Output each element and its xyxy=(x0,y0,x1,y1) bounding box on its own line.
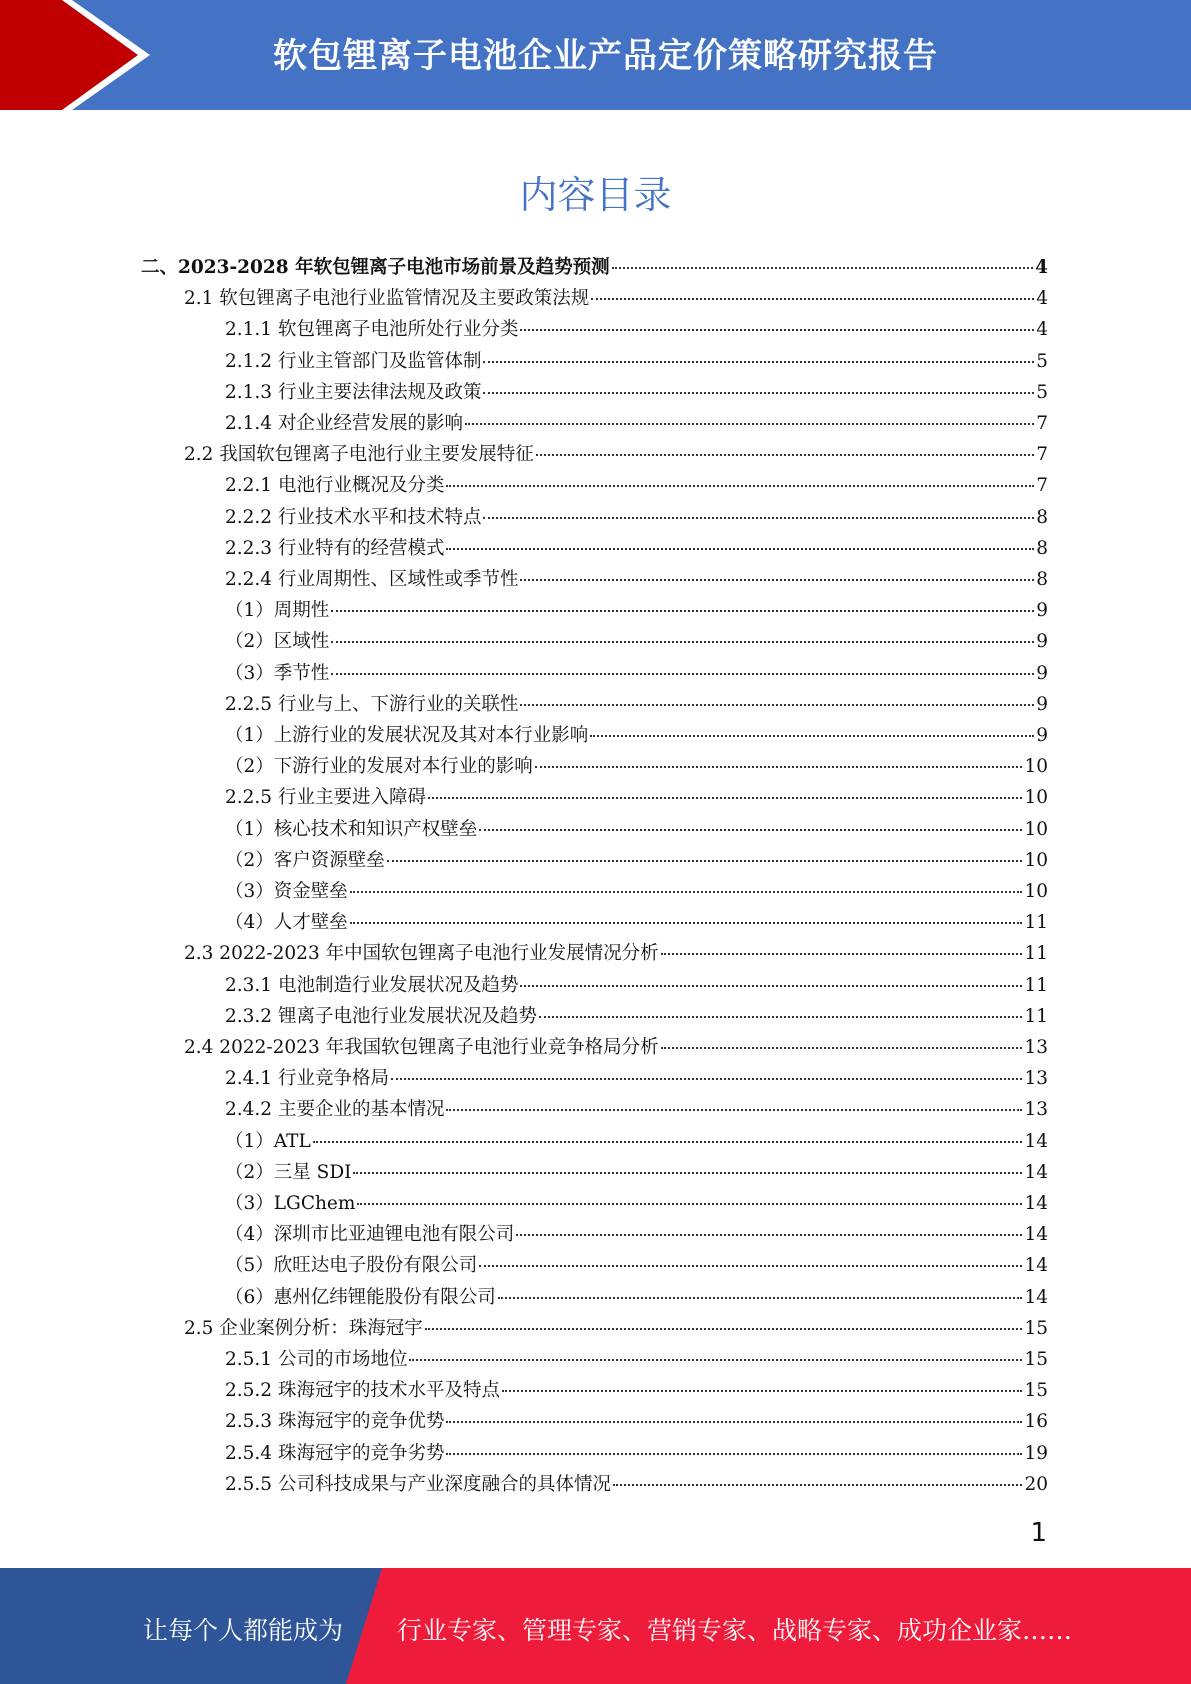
toc-entry-label: 2.1.3 行业主要法律法规及政策 xyxy=(225,381,482,403)
toc-entry-label: （4）人才壁垒 xyxy=(225,912,348,934)
toc-dot-leader xyxy=(357,1202,1022,1205)
toc-entry[interactable] xyxy=(225,971,1048,999)
toc-entry-page: 8 xyxy=(1036,506,1048,528)
toc-entry[interactable] xyxy=(225,534,1048,562)
toc-entry[interactable] xyxy=(225,690,1048,718)
toc-dot-leader xyxy=(520,578,1034,581)
toc-entry-page: 10 xyxy=(1024,818,1048,840)
toc-dot-leader xyxy=(331,640,1034,643)
toc-entry-page: 10 xyxy=(1024,756,1048,778)
toc-entry[interactable] xyxy=(225,1064,1048,1092)
toc-entry-label: 2.5.3 珠海冠宇的竞争优势 xyxy=(225,1411,445,1433)
toc-entry-page: 10 xyxy=(1024,849,1048,871)
toc-entry-label: （6）惠州亿纬锂能股份有限公司 xyxy=(225,1286,496,1308)
toc-entry-label: 2.5.1 公司的市场地位 xyxy=(225,1349,408,1370)
toc-entry-page: 10 xyxy=(1024,881,1048,902)
toc-entry-label: 2.5 企业案例分析：珠海冠宇 xyxy=(184,1317,423,1339)
toc-entry-page: 9 xyxy=(1036,600,1048,622)
toc-entry-label: 2.1.2 行业主管部门及监管体制 xyxy=(225,350,482,372)
toc-entry-page: 13 xyxy=(1024,1099,1048,1121)
toc-dot-leader xyxy=(428,796,1022,799)
toc-entry-page: 13 xyxy=(1024,1068,1048,1090)
toc-entry[interactable] xyxy=(225,347,1048,375)
toc-entry-label: 2.4 2022-2023 年我国软包锂离子电池行业竞争格局分析 xyxy=(184,1037,659,1058)
toc-entry-label: 2.2 我国软包锂离子电池行业主要发展特征 xyxy=(184,444,534,466)
toc-entry-label: （1）周期性 xyxy=(225,600,330,622)
toc-entry-page: 13 xyxy=(1024,1037,1048,1058)
toc-dot-leader xyxy=(425,1327,1023,1330)
toc-entry[interactable] xyxy=(225,409,1048,437)
toc-entry[interactable] xyxy=(225,565,1048,593)
footer-slogan-left: 让每个人都能成为 xyxy=(143,1616,344,1645)
toc-entry[interactable] xyxy=(225,315,1048,343)
toc-entry-label: 2.2.4 行业周期性、区域性或季节性 xyxy=(225,569,519,590)
toc-dot-leader xyxy=(498,1296,1023,1299)
toc-dot-leader xyxy=(661,1046,1023,1049)
toc-entry-label: 2.2.3 行业特有的经营模式 xyxy=(225,537,445,559)
toc-dot-leader xyxy=(446,547,1034,550)
toc-entry-page: 14 xyxy=(1024,1286,1048,1308)
toc-entry[interactable] xyxy=(184,939,1048,967)
toc-entry-page: 4 xyxy=(1036,288,1048,310)
toc-dot-leader xyxy=(409,1358,1022,1361)
toc-entry[interactable] xyxy=(225,627,1048,655)
toc-entry-page: 14 xyxy=(1024,1255,1048,1277)
toc-entry-page: 20 xyxy=(1024,1473,1048,1495)
toc-dot-leader xyxy=(350,890,1023,893)
toc-entry-page: 15 xyxy=(1024,1349,1048,1370)
toc-entry[interactable] xyxy=(225,471,1048,499)
toc-entry-page: 4 xyxy=(1035,257,1048,278)
toc-entry-page: 7 xyxy=(1036,413,1048,434)
toc-dot-leader xyxy=(520,328,1034,331)
toc-entry[interactable] xyxy=(225,659,1048,687)
toc-entry-page: 5 xyxy=(1036,381,1048,403)
toc-entry[interactable] xyxy=(225,908,1048,936)
toc-entry-page: 14 xyxy=(1024,1161,1048,1183)
toc-entry-page: 7 xyxy=(1036,475,1048,497)
toc-entry-label: 2.1.4 对企业经营发展的影响 xyxy=(225,413,463,434)
toc-entry-label: 2.3.2 锂离子电池行业发展状况及趋势 xyxy=(225,1005,537,1027)
toc-entry-label: 2.5.4 珠海冠宇的竞争劣势 xyxy=(225,1442,445,1464)
toc-dot-leader xyxy=(446,1420,1022,1423)
toc-entry-label: （1）核心技术和知识产权壁垒 xyxy=(225,818,478,840)
toc-entry[interactable] xyxy=(184,1033,1048,1061)
toc-entry-label: （2）下游行业的发展对本行业的影响 xyxy=(225,756,533,778)
toc-entry-page: 11 xyxy=(1024,943,1048,965)
toc-dot-leader xyxy=(387,859,1023,862)
toc-dot-leader xyxy=(446,1452,1022,1455)
toc-entry[interactable] xyxy=(225,877,1048,905)
toc-entry[interactable] xyxy=(225,815,1048,843)
toc-entry-page: 14 xyxy=(1024,1130,1048,1152)
toc-dot-leader xyxy=(591,297,1034,300)
toc-entry-label: 2.5.2 珠海冠宇的技术水平及特点 xyxy=(225,1380,500,1402)
toc-entry[interactable] xyxy=(225,721,1048,749)
page-footer xyxy=(0,1568,1191,1684)
toc-dot-leader xyxy=(661,952,1023,955)
toc-entry-label: 二、2023-2028 年软包锂离子电池市场前景及趋势预测 xyxy=(141,257,610,278)
toc-entry[interactable] xyxy=(141,253,1048,281)
toc-entry[interactable] xyxy=(225,1251,1048,1279)
toc-dot-leader xyxy=(446,1108,1022,1111)
toc-entry-label: 2.3.1 电池制造行业发展状况及趋势 xyxy=(225,974,519,996)
toc-dot-leader xyxy=(483,360,1034,363)
toc-entry-page: 4 xyxy=(1036,319,1048,341)
toc-entry[interactable] xyxy=(225,1127,1048,1155)
toc-entry[interactable] xyxy=(225,1345,1048,1373)
toc-entry[interactable] xyxy=(225,1095,1048,1123)
toc-dot-leader xyxy=(520,984,1022,987)
toc-dot-leader xyxy=(539,1015,1022,1018)
toc-dot-leader xyxy=(613,1483,1022,1486)
toc-entry-label: 2.5.5 公司科技成果与产业深度融合的具体情况 xyxy=(225,1473,611,1495)
toc-entry-label: （1）上游行业的发展状况及其对本行业影响 xyxy=(225,725,589,746)
toc-entry-label: （2）客户资源壁垒 xyxy=(225,849,385,871)
toc-entry-label: （3）资金壁垒 xyxy=(225,881,348,902)
toc-entry[interactable] xyxy=(225,1470,1048,1498)
toc-entry-label: 2.2.5 行业与上、下游行业的关联性 xyxy=(225,693,519,715)
toc-entry-page: 9 xyxy=(1036,693,1048,715)
toc-entry-label: 2.2.5 行业主要进入障碍 xyxy=(225,787,426,809)
toc-dot-leader xyxy=(350,921,1023,924)
toc-entry-label: 2.4.2 主要企业的基本情况 xyxy=(225,1099,445,1121)
toc-entry[interactable] xyxy=(225,752,1048,780)
toc-entry[interactable] xyxy=(225,1158,1048,1186)
toc-heading: 内容目录 xyxy=(519,173,672,217)
toc-entry-label: （3）LGChem xyxy=(225,1193,356,1214)
toc-entry-page: 14 xyxy=(1024,1224,1048,1246)
toc-entry-page: 15 xyxy=(1024,1380,1048,1402)
toc-entry-page: 7 xyxy=(1036,444,1048,466)
toc-entry[interactable] xyxy=(225,503,1048,531)
toc-dot-leader xyxy=(479,828,1022,831)
footer-slogan-right: 行业专家、管理专家、营销专家、战略专家、成功企业家…… xyxy=(397,1616,1073,1645)
toc-dot-leader xyxy=(520,703,1034,706)
toc-entry[interactable] xyxy=(225,846,1048,874)
toc-entry-label: （2）三星 SDI xyxy=(225,1161,352,1183)
toc-entry-page: 8 xyxy=(1036,569,1048,590)
toc-dot-leader xyxy=(483,516,1034,519)
toc-dot-leader xyxy=(516,1233,1022,1236)
toc-entry-page: 5 xyxy=(1036,350,1048,372)
toc-dot-leader xyxy=(479,1264,1022,1267)
toc-dot-leader xyxy=(483,391,1034,394)
toc-entry-page: 9 xyxy=(1036,725,1048,746)
toc-entry-page: 9 xyxy=(1036,662,1048,684)
toc-entry[interactable] xyxy=(225,1407,1048,1435)
toc-dot-leader xyxy=(446,484,1034,487)
toc-dot-leader xyxy=(331,672,1034,675)
toc-entry-label: 2.2.1 电池行业概况及分类 xyxy=(225,475,445,497)
toc-entry-page: 14 xyxy=(1024,1193,1048,1214)
toc-dot-leader xyxy=(331,609,1034,612)
toc-dot-leader xyxy=(536,453,1034,456)
toc-entry-label: （4）深圳市比亚迪锂电池有限公司 xyxy=(225,1224,515,1246)
toc-entry-page: 8 xyxy=(1036,537,1048,559)
toc-entry-label: 2.1 软包锂离子电池行业监管情况及主要政策法规 xyxy=(184,288,590,310)
toc-entry[interactable] xyxy=(184,440,1048,468)
toc-entry-page: 10 xyxy=(1024,787,1048,809)
page-header xyxy=(0,0,1191,110)
toc-entry[interactable] xyxy=(225,378,1048,406)
toc-dot-leader xyxy=(353,1171,1022,1174)
toc-entry-page: 16 xyxy=(1024,1411,1048,1433)
toc-entry[interactable] xyxy=(225,783,1048,811)
toc-entry-page: 11 xyxy=(1024,912,1048,934)
toc-dot-leader xyxy=(391,1077,1022,1080)
toc-entry-label: （5）欣旺达电子股份有限公司 xyxy=(225,1255,478,1277)
toc-entry[interactable] xyxy=(184,284,1048,312)
toc-dot-leader xyxy=(502,1389,1022,1392)
toc-entry-label: 2.2.2 行业技术水平和技术特点 xyxy=(225,506,482,528)
toc-entry[interactable] xyxy=(225,1002,1048,1030)
toc-entry-label: 2.3 2022-2023 年中国软包锂离子电池行业发展情况分析 xyxy=(184,943,659,965)
toc-entry[interactable] xyxy=(225,596,1048,624)
toc-dot-leader xyxy=(465,422,1034,425)
toc-entry[interactable] xyxy=(225,1439,1048,1467)
toc-entry-label: （3）季节性 xyxy=(225,662,330,684)
toc-entry[interactable] xyxy=(225,1283,1048,1311)
toc-entry-label: （1）ATL xyxy=(225,1130,311,1152)
toc-entry-page: 11 xyxy=(1024,974,1048,996)
toc-entry[interactable] xyxy=(225,1189,1048,1217)
toc-entry[interactable] xyxy=(225,1376,1048,1404)
toc-entry-page: 15 xyxy=(1024,1317,1048,1339)
page-number: 1 xyxy=(1030,1518,1047,1548)
toc-entry-page: 11 xyxy=(1024,1005,1048,1027)
toc-entry-label: 2.4.1 行业竞争格局 xyxy=(225,1068,389,1090)
toc-dot-leader xyxy=(535,765,1023,768)
toc-entry-page: 9 xyxy=(1036,631,1048,653)
toc-entry-page: 19 xyxy=(1024,1442,1048,1464)
toc-dot-leader xyxy=(590,734,1034,737)
toc-entry-label: 2.1.1 软包锂离子电池所处行业分类 xyxy=(225,319,519,341)
toc-entry-label: （2）区域性 xyxy=(225,631,330,653)
toc-dot-leader xyxy=(313,1140,1023,1143)
toc-entry[interactable] xyxy=(184,1314,1048,1342)
toc-entry[interactable] xyxy=(225,1220,1048,1248)
report-title: 软包锂离子电池企业产品定价策略研究报告 xyxy=(273,36,938,76)
toc-dot-leader xyxy=(612,266,1034,269)
